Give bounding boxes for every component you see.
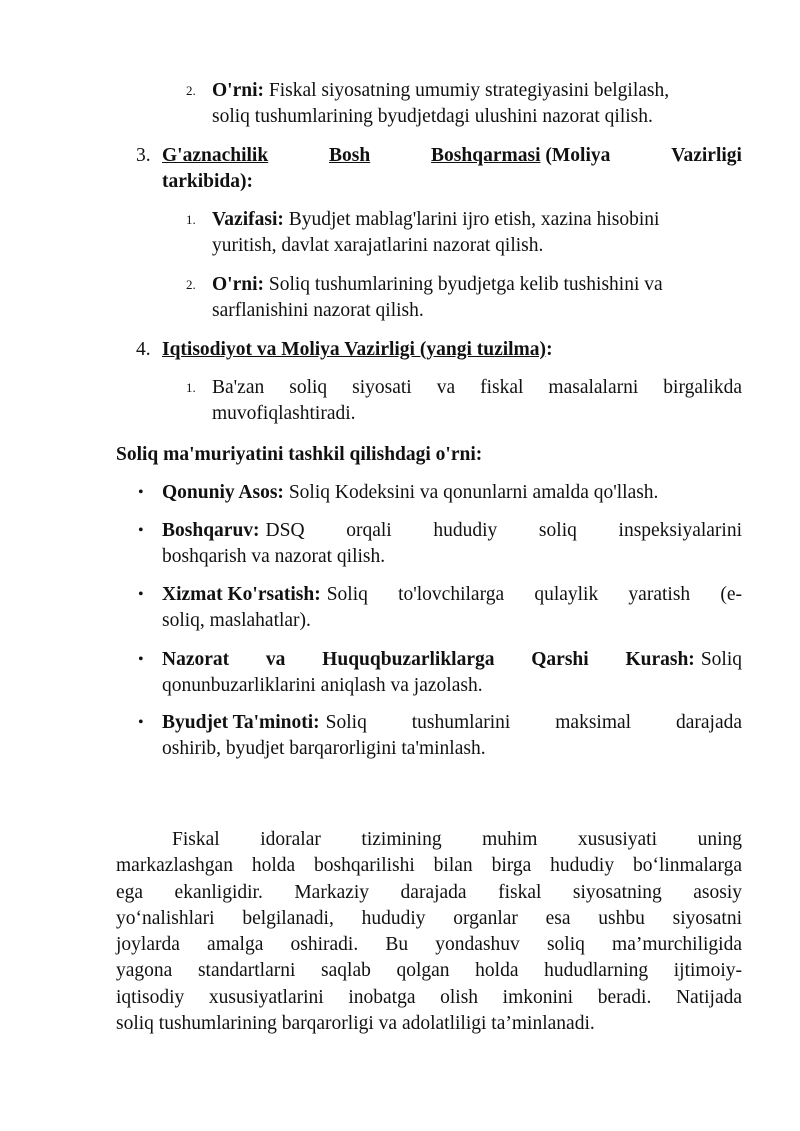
bullet-item: [162, 582, 742, 634]
title-word: (Moliya: [545, 145, 611, 166]
paragraph-line: markazlashgan holda boshqarilishi bilan birga hududiy bo‘linmalarga: [116, 855, 742, 877]
item-3-title-line1: [162, 143, 742, 169]
bullet-text: oshirib, byudjet barqarorligini ta'minlash.: [162, 738, 486, 759]
sub-item-bazan: [212, 375, 742, 427]
sub-item-number: 1.: [186, 212, 196, 227]
bullet-line: [162, 647, 742, 673]
bullet-text: Soliq Kodeksini va qonunlarni amalda qo'llash.: [288, 482, 659, 503]
sub-item-text: Fiskal siyosatning umumiy strategiyasini belgilash,: [268, 80, 670, 101]
bullet-icon: •: [138, 484, 144, 501]
sub-item-orni-top: [212, 78, 742, 130]
paragraph-line: joylarda amalga oshiradi. Bu yondashuv soliq ma’murchiligida: [116, 934, 742, 956]
paragraph-line: Fiskal idoralar tizimining muhim xususiyati uning: [172, 829, 742, 850]
sub-item-text: Ba'zan soliq siyosati va fiskal masalalarni birgalikda: [212, 377, 742, 398]
paragraph-line: yagona standartlarni saqlab qolgan holda hududlarning ijtimoiy-: [116, 960, 742, 982]
item-3-title: [162, 143, 742, 195]
title-word: Bosh: [329, 145, 371, 166]
bullet-label: Nazorat va Huquqbuzarliklarga Qarshi Kurash:: [162, 649, 695, 670]
bullet-text: boshqarish va nazorat qilish.: [162, 546, 386, 567]
sub-item-line: [212, 78, 742, 104]
paragraph-line: iqtisodiy xususiyatlarini inobatga olish imkonini beradi. Natijada: [116, 986, 742, 1008]
sub-item-number: 2.: [186, 83, 196, 98]
bullet-icon: •: [138, 522, 144, 539]
sub-item-label: Vazifasi:: [212, 209, 284, 230]
paragraph-line: soliq tushumlarining barqarorligi va adolatliligi ta’minlanadi.: [116, 1013, 595, 1035]
bullet-item: [162, 480, 742, 506]
paragraph-line: ega ekanligidir. Markaziy darajada fiskal siyosatning asosiy: [116, 881, 742, 903]
bullet-icon: •: [138, 714, 144, 731]
bullet-label: Byudjet Ta'minoti:: [162, 712, 320, 733]
item-4-title: [162, 337, 742, 363]
title-word: Boshqarmasi: [431, 145, 541, 166]
sub-item-line: muvofiqlashtiradi.: [212, 403, 356, 424]
sub-item-orni: [212, 272, 742, 324]
bullet-icon: •: [138, 586, 144, 603]
bullet-item: [162, 647, 742, 699]
sub-item-label: O'rni:: [212, 80, 264, 101]
sub-item-number: 2.: [186, 277, 196, 292]
sub-item-text: Byudjet mablag'larini ijro etish, xazina hisobini: [288, 209, 660, 230]
bullet-text: Soliq to'lovchilarga qulaylik yaratish (e-: [326, 584, 742, 605]
bullet-line: [162, 582, 742, 608]
bullet-text: Soliq tushumlarini maksimal darajada: [325, 712, 742, 733]
sub-item-label: O'rni:: [212, 274, 264, 295]
bullet-item: [162, 518, 742, 570]
bullet-line: [162, 710, 742, 736]
bullet-label: Boshqaruv:: [162, 520, 260, 541]
section-heading: [116, 442, 742, 468]
bullet-label: Qonuniy Asos:: [162, 482, 284, 503]
sub-item-number: 1.: [186, 380, 196, 395]
bullet-text: qonunbuzarliklarini aniqlash va jazolash.: [162, 675, 483, 696]
item-number: 4.: [136, 339, 151, 360]
title-word: Vazirligi: [671, 145, 742, 166]
item-number: 3.: [136, 145, 151, 166]
sub-item-text: Soliq tushumlarining byudjetga kelib tushishini va: [268, 274, 663, 295]
bullet-item: [162, 710, 742, 762]
sub-item-line: [212, 375, 742, 401]
bullet-label: Xizmat Ko'rsatish:: [162, 584, 321, 605]
paragraph-line: yo‘nalishlari belgilanadi, hududiy organlar esa ushbu siyosatni: [116, 907, 742, 929]
sub-item-line: sarflanishini nazorat qilish.: [212, 300, 424, 321]
bullet-icon: •: [138, 651, 144, 668]
item-4-title-suffix: :: [546, 339, 553, 360]
bullet-text: DSQ orqali hududiy soliq inspeksiyalarini: [265, 520, 742, 541]
section-heading-text: Soliq ma'muriyatini tashkil qilishdagi o'rni:: [116, 444, 483, 465]
title-word: tarkibida):: [162, 171, 254, 192]
sub-item-vazifasi: [212, 207, 742, 259]
sub-item-line: [212, 272, 742, 298]
bullet-text: Soliq: [700, 649, 742, 670]
sub-item-line: [212, 207, 742, 233]
bullet-text: soliq, maslahatlar).: [162, 610, 311, 631]
body-paragraph: [116, 827, 742, 1037]
sub-item-line: yuritish, davlat xarajatlarini nazorat qilish.: [212, 235, 544, 256]
item-4-title-text: Iqtisodiyot va Moliya Vazirligi (yangi tuzilma): [162, 339, 547, 360]
title-word: G'aznachilik: [162, 145, 269, 166]
bullet-line: [162, 518, 742, 544]
item-3-title-line2: [162, 169, 742, 195]
sub-item-line: soliq tushumlarining byudjetdagi ulushini nazorat qilish.: [212, 106, 653, 127]
